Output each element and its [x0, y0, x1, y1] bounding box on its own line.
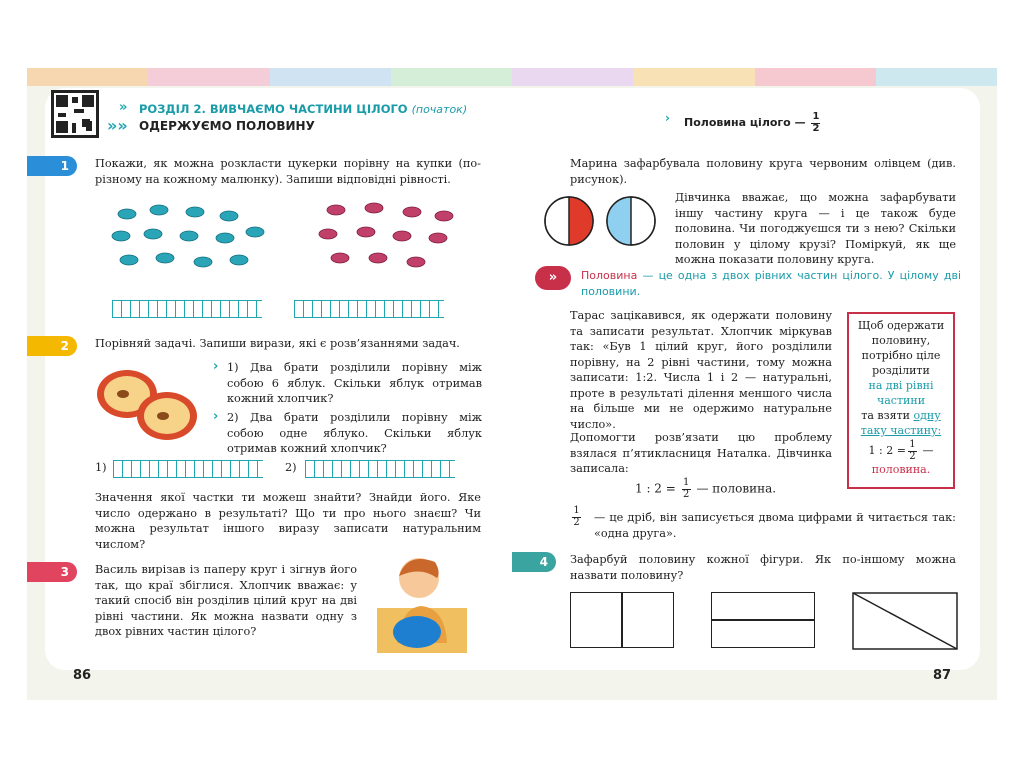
section-title: РОЗДІЛ 2. ВИВЧАЄМО ЧАСТИНИ ЦІЛОГО (початок) [139, 102, 468, 116]
answer-grid-4[interactable] [305, 460, 455, 478]
teal-candies-image [107, 196, 267, 281]
task-number-3: 3 [27, 562, 77, 582]
chevron-icon: › [665, 111, 670, 125]
task-number-1: 1 [27, 156, 77, 176]
chevron-icon: » [119, 100, 128, 115]
task-2-item-2: 2) Два брати розділили порівну між собою одне яблуко. Скільки яблук отримав кожний хлопчик? [227, 411, 482, 455]
boy-folding-circle-image [377, 548, 467, 653]
page-number-left: 86 [73, 668, 92, 683]
equation-half: 1 : 2 = $\frac{1}{2}$ — половина. [635, 477, 777, 500]
textbook-spread [27, 68, 997, 700]
task-number-2: 2 [27, 336, 77, 356]
fraction-one-half: $\frac{1}{2}$ [573, 505, 580, 528]
answer-grid-3[interactable] [113, 460, 263, 478]
rectangle-horizontal-split[interactable] [711, 592, 815, 648]
task-2-item-1: 1) Два брати розділили порівну між собою 6 яблук. Скільки яблук отримав кожний хлопчик? [227, 361, 482, 405]
right-text-3: Тарас зацікавився, як одержати половину та записати результат. Хлопчик міркував так: «Був 1 цілий круг, його розділили порівну, на 2 рівні частини, тому можна записати: 1:2. Числа 1 і 2 — натуральні, проте в результаті ділення меншого числа на більше ми не одержимо натуральне число». [570, 309, 832, 431]
task-number-4: 4 [512, 552, 556, 572]
right-text-1: Марина зафарбувала половину круга червоним олівцем (див. рисунок). [570, 157, 956, 186]
answer-label-1: 1) [95, 461, 107, 474]
answer-grid-1[interactable] [112, 300, 262, 318]
task-2-text: Порівняй задачі. Запиши вирази, які є розв’язаннями задач. [95, 337, 460, 350]
right-text-4: Допомогти розв’язати цю проблему взялася п’ятикласниця Наталка. Дівчинка записала: [570, 431, 832, 475]
double-chevron-icon: »» [107, 116, 128, 135]
info-box: Щоб одержати половину, потрібно ціле розділити на дві рівні частини та взяти одну таку частину: 1 : 2 = $\frac{1}{2}$ — половина. [847, 312, 955, 489]
rule-definition: Половина — це одна з двох рівних частин цілого. У цілому дві половини. [581, 269, 961, 298]
page-number-right: 87 [933, 668, 952, 683]
rule-marker-icon: » [535, 266, 571, 290]
answer-grid-2[interactable] [294, 300, 444, 318]
right-text-5: — це дріб, він записується двома цифрами й читається так: «одна друга». [594, 511, 956, 540]
chevron-icon: › [213, 409, 219, 424]
rectangle-vertical-split[interactable] [570, 592, 674, 648]
chevron-icon: › [213, 359, 219, 374]
task-2-question: Значення якої частки ти можеш знайти? Знайди його. Яке число одержано в результаті? Що ти про нього знаєш? Чи можна результат іншого виразу записати натуральним числом? [95, 491, 481, 551]
task-1-text: Покажи, як можна розкласти цукерки порівну на купки (по-різному на кожному малюнку). Запиши відповідні рівності. [95, 157, 481, 186]
page-subtitle: ОДЕРЖУЄМО ПОЛОВИНУ [139, 119, 315, 133]
top-color-band [27, 68, 997, 86]
apple-halves-image [95, 368, 200, 443]
task-4-text: Зафарбуй половину кожної фігури. Як по-іншому можна назвати половину? [570, 553, 956, 582]
qr-code-icon [51, 90, 99, 138]
answer-label-2: 2) [285, 461, 297, 474]
right-text-2: Дівчинка вважає, що можна зафарбувати іншу частину круга — і це також буде половина. Чи погоджуєшся ти з нею? Скільки половин у цілому крузі? Поміркуй, як ще можна показати половину круга. [675, 191, 956, 266]
pink-candies-image [312, 196, 462, 281]
right-header: Половина цілого — $\frac{1}{2}$ [684, 111, 820, 134]
rectangle-diagonal-split[interactable] [852, 592, 958, 650]
task-3-text: Василь вирізав із паперу круг і зігнув його так, що краї збіглися. Хлопчик вважає: у такий спосіб він розділив цілий круг на дві рівні частини. Як можна назвати одну з двох рівних частин цілого? [95, 563, 357, 638]
half-circles-image [543, 194, 658, 250]
